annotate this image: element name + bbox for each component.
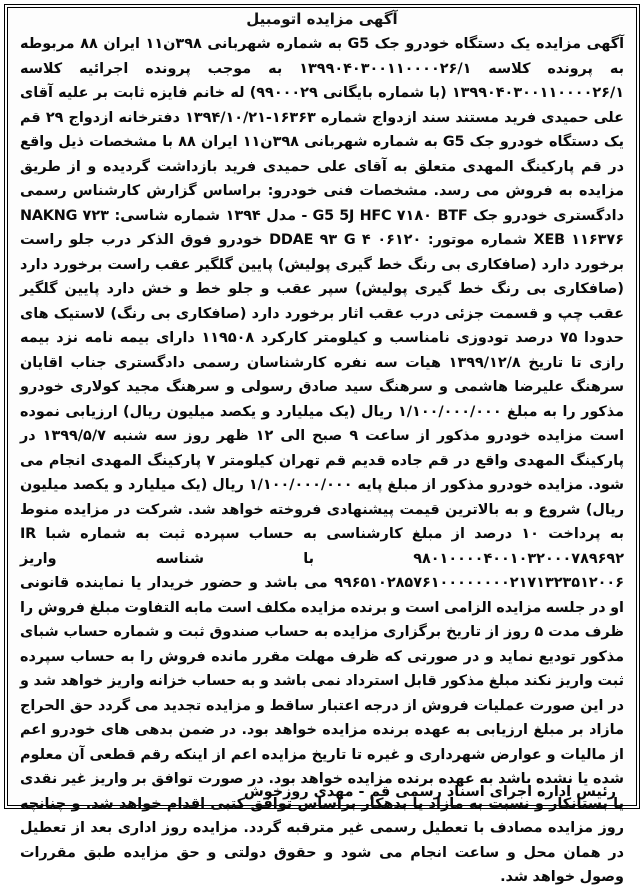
notice-signature: رئیس اداره اجرای اسناد رسمی قم - مهدی روزخوش — [243, 784, 616, 800]
notice-frame — [4, 4, 640, 885]
notice-title: آگهی مزایده اتومبیل — [246, 10, 398, 28]
notice-body-text: آگهی مزایده یک دستگاه خودرو جک G5 به شماره شهربانی ۳۹۸ن۱۱ ایران ۸۸ مربوطه به پرونده کلاسه ۱۳۹۹۰۴۰۳۰۰۱۱۰۰۰۰۲۶/۱ به موجب پرونده اجرائیه کلاسه ۱۳۹۹۰۴۰۳۰۰۱۱۰۰۰۰۲۶/۱ (با شماره بایگانی ۹۹۰۰۰۲۹) له خانم فایزه ثابت بر علیه آقای علی حمیدی فرید مستند سند ازدواج شماره ۱۶۳۶۳-۱۳۹۴/۱۰/۲۱ دفترخانه ازدواج ۲۹ قم یک دستگاه خودرو جک G5 به شماره شهربانی ۳۹۸ن۱۱ ایران ۸۸ با مشخصات ذیل واقع در قم پارکینگ المهدی متعلق به آقای علی حمیدی فرید بازداشت گردیده و از طریق مزایده به فروش می رسد. مشخصات فنی خودرو: براساس گزارش کارشناس رسمی دادگستری خودرو جک G5 5J HFC ۷۱۸۰ BTF - مدل ۱۳۹۴ شماره شاسی: NAKNG ۷۲۳ XEB ۱۱۶۳۷۶ شماره موتور: DDAE ۹۳ G ۴ ۰۶۱۲۰ خودرو فوق الذکر درب جلو راست برخورد دارد (صافکاری بی رنگ خط گیری پولیش) پایین گلگیر عقب راست برخورد دارد (صافکاری بی رنگ خط گیری پولیش) سپر عقب و جلو خط و خش دارد پایین گلگیر عقب چپ و قسمت جزئی درب عقب اثار برخورد دارد (صافکاری بی رنگ) لاستیک های حدودا ۷۵ درصد تودوزی نامناسب و کیلومتر کارکرد ۱۱۹۵۰۸ دارای بیمه نامه نزد بیمه رازی تا تاریخ ۱۳۹۹/۱۲/۸ هیات سه نفره کارشناسان رسمی دادگستری جناب اقایان سرهنگ علیرضا هاشمی و سرهنگ سید صادق رسولی و سرهنگ مجید کولاری خودرو مذکور را به مبلغ ۱/۱۰۰/۰۰۰/۰۰۰ ریال (یک میلیارد و یکصد میلیون ریال) ارزیابی نموده است مزایده خودرو مذکور از ساعت ۹ صبح الی ۱۲ ظهر روز سه شنبه ۱۳۹۹/۵/۷ در پارکینگ المهدی واقع در قم جاده قدیم قم تهران کیلومتر ۷ پارکینگ المهدی انجام می شود. مزایده خودرو مذکور از مبلغ پایه ۱/۱۰۰/۰۰۰/۰۰۰ ریال (یک میلیارد و یکصد میلیون ریال) شروع و به بالاترین قیمت پیشنهادی فروخته خواهد شد. شرکت در مزایده منوط به پرداخت ۱۰ درصد از مبلغ کارشناسی به حساب سپرده ثبت به شماره شبا IR ۹۸۰۱۰۰۰۰۴۰۰۱۰۳۲۰۰۰۷۸۹۶۹۲ با شناسه واریز ۹۹۶۵۱۰۲۸۵۷۶۱۰۰۰۰۰۰۰۰۲۱۷۱۳۲۳۵۱۲۰۰۶ می باشد و حضور خریدار یا نماینده قانونی او در جلسه مزایده الزامی است و برنده مزایده مکلف است مابه التفاوت مبلغ فروش را ظرف مدت ۵ روز از تاریخ برگزاری مزایده به حساب صندوق ثبت و شماره حساب شبای مذکور تودیع نماید و در صورتی که ظرف مهلت مقرر مانده فروش را به حساب سپرده ثبت واریز نکند مبلغ مذکور قابل استرداد نمی باشد و به حساب خزانه واریز خواهد شد و در این صورت عملیات فروش از درجه اعتبار ساقط و مزایده تجدید می گردد حق الحراج مازاد بر مبلغ ارزیابی به عهده برنده مزایده خواهد بود. در ضمن بدهی های خودرو اعم از مالیات و عوارض شهرداری و غیره تا تاریخ مزایده اعم از اینکه رقم قطعی آن معلوم شده یا نشده باشد به عهده برنده مزایده خواهد بود. در صورت توافق بر واریز غیر نقدی یا بستانکار و نسبت به مازاد یا بدهکار براساس توافق کتبی اقدام خواهد شد. و چنانچه روز مزایده مصادف با تعطیل رسمی غیر مترقبه گردد. مزایده روز اداری بعد از تعطیل در همان محل و ساعت انجام می شود و حقوق دولتی و حق مزایده طبق مقررات وصول خواهد شد. — [20, 36, 625, 885]
notice-body — [20, 32, 624, 890]
